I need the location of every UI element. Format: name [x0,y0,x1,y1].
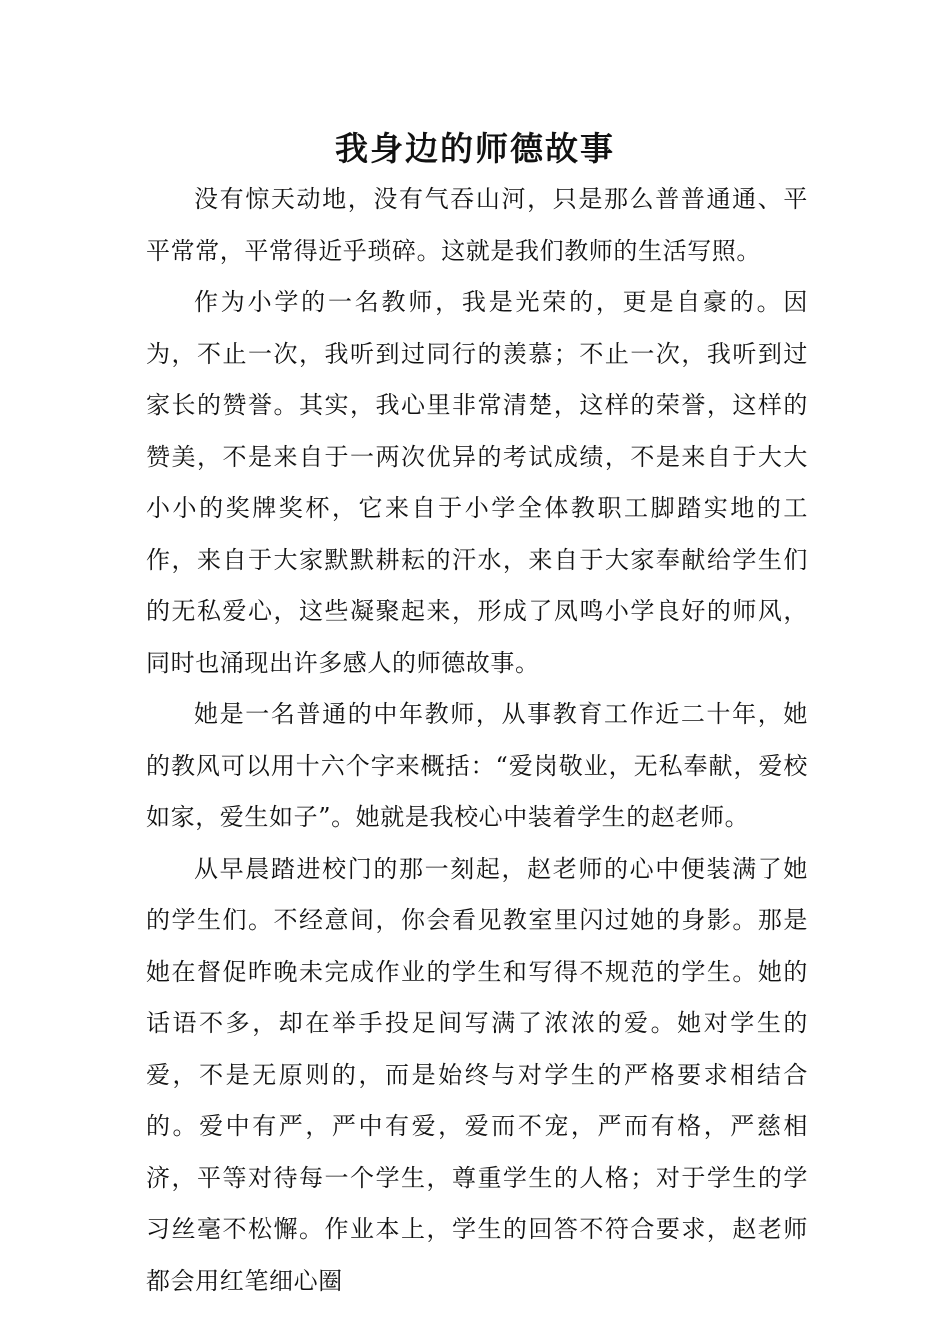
paragraph-2: 作为小学的一名教师，我是光荣的，更是自豪的。因为，不止一次，我听到过同行的羡慕；不止一次，我听到过家长的赞誉。其实，我心里非常清楚，这样的荣誉，这样的赞美，不是来自于一两次优异的考试成绩，不是来自于大大小小的奖牌奖杯，它来自于小学全体教职工脚踏实地的工作，来自于大家默默耕耘的汗水，来自于大家奉献给学生们的无私爱心，这些凝聚起来，形成了凤鸣小学良好的师风，同时也涌现出许多感人的师德故事。 [146,288,808,677]
document-title: 我身边的师德故事 [335,129,615,168]
paragraph-4: 从早晨踏进校门的那一刻起，赵老师的心中便装满了她的学生们。不经意间，你会看见教室里闪过她的身影。那是她在督促昨晚未完成作业的学生和写得不规范的学生。她的话语不多，却在举手投足间写满了浓浓的爱。她对学生的爱，不是无原则的，而是始终与对学生的严格要求相结合的。爱中有严，严中有爱，爱而不宠，严而有格，严慈相济，平等对待每一个学生，尊重学生的人格；对于学生的学习丝毫不松懈。作业本上，学生的回答不符合要求，赵老师都会用红笔细心圈 [146,854,808,1295]
paragraph-3: 她是一名普通的中年教师，从事教育工作近二十年，她的教风可以用十六个字来概括：“爱岗敬业，无私奉献，爱校如家，爱生如子”。她就是我校心中装着学生的赵老师。 [146,700,808,831]
paragraph-1: 没有惊天动地，没有气吞山河，只是那么普普通通、平平常常，平常得近乎琐碎。这就是我们教师的生活写照。 [146,185,808,265]
document-body [146,174,808,1307]
